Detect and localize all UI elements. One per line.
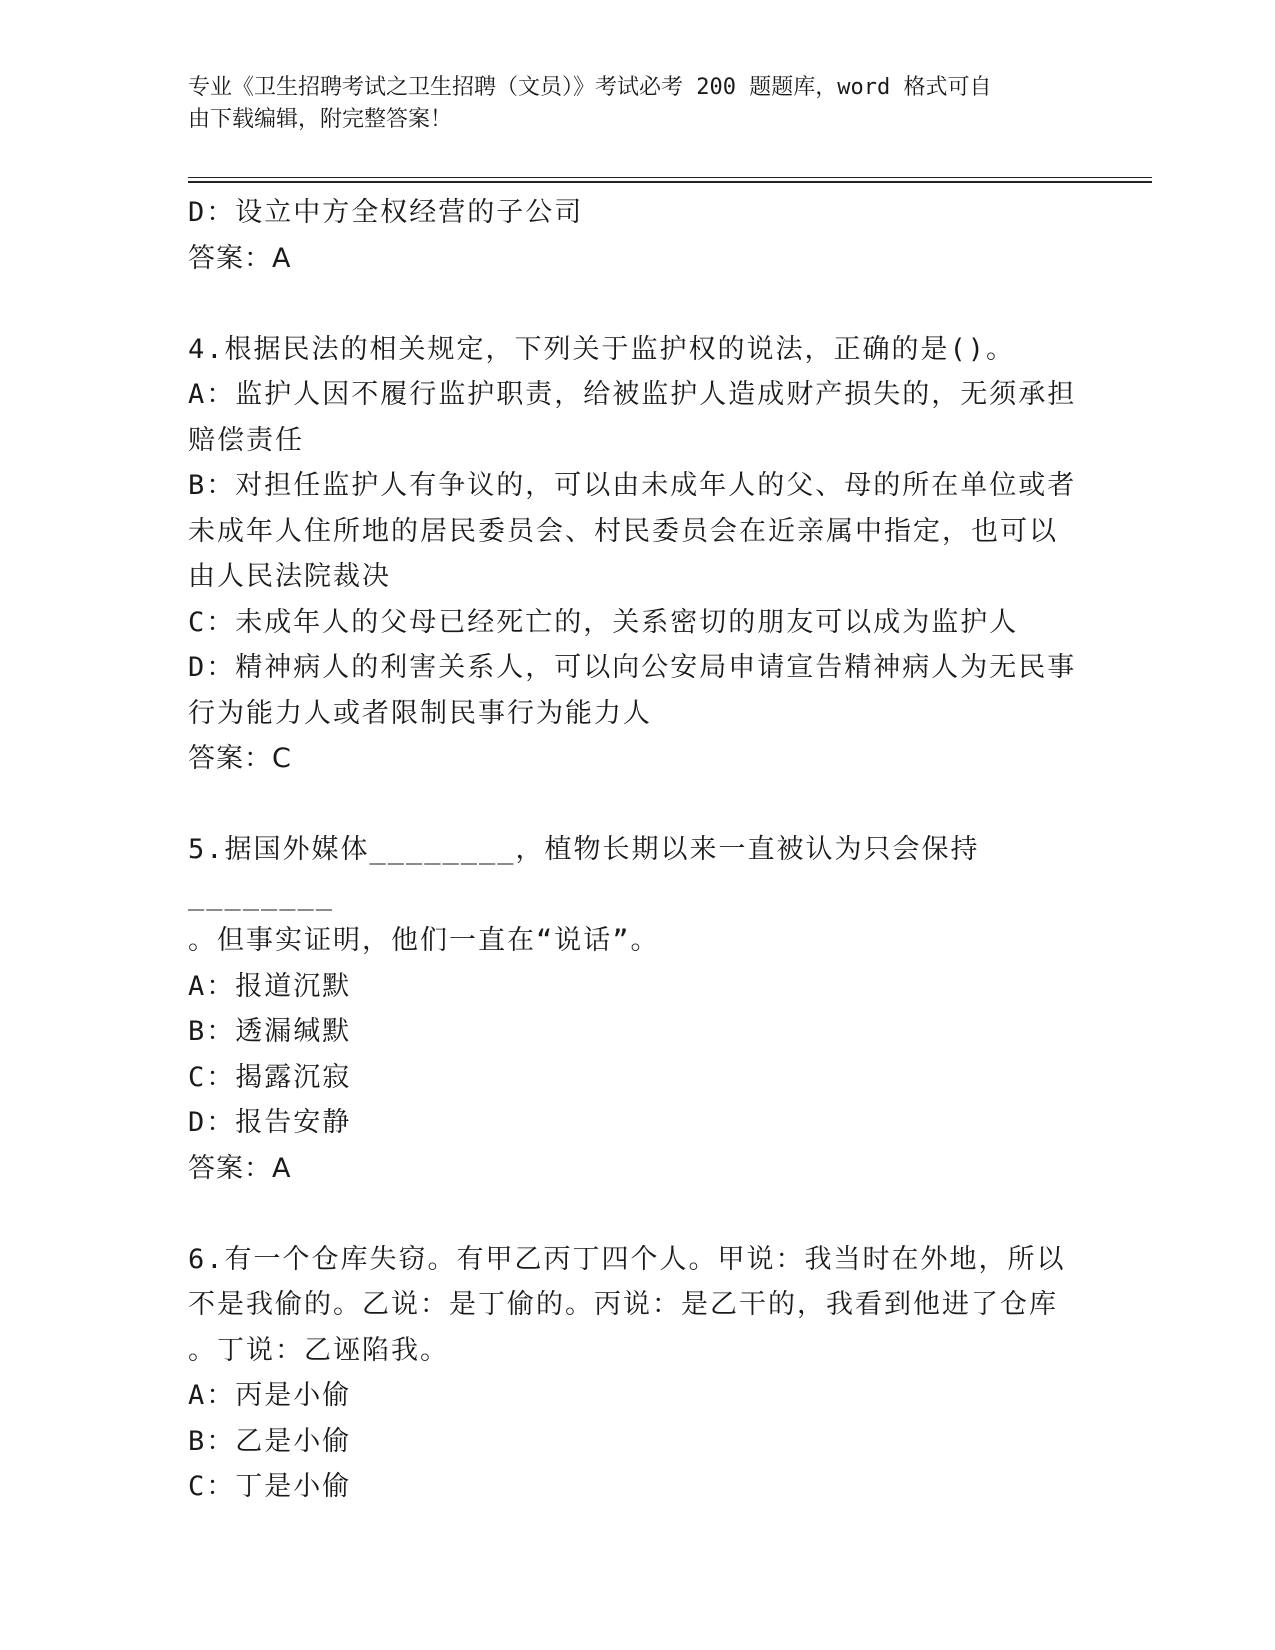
q5-stem-line-1: 5.据国外媒体________，植物长期以来一直被认为只会保持________ bbox=[188, 834, 980, 911]
q5-option-a: A：报道沉默 bbox=[188, 970, 352, 1002]
spacer bbox=[188, 782, 1088, 828]
q4-option-a-line-1: A：监护人因不履行监护职责，给被监护人造成财产损失的，无须承担 bbox=[188, 379, 1077, 410]
document-header bbox=[188, 72, 1068, 136]
q5-stem-line-2: 。但事实证明，他们一直在“说话”。 bbox=[188, 925, 660, 956]
header-line-1: 专业《卫生招聘考试之卫生招聘（文员）》考试必考 200 题题库，word 格式可自 bbox=[188, 75, 992, 100]
q4-option-b-line-1: B：对担任监护人有争议的，可以由未成年人的父、母的所在单位或者 bbox=[188, 470, 1077, 501]
prev-answer: 答案：A bbox=[188, 242, 292, 274]
header-divider-thin bbox=[188, 177, 1152, 178]
q6-stem-line-2: 不是我偷的。乙说：是丁偷的。丙说：是乙干的，我看到他进了仓库 bbox=[188, 1289, 1058, 1320]
header-line-2: 由下载编辑，附完整答案！ bbox=[188, 107, 453, 132]
q6-stem-line-3: 。丁说：乙诬陷我。 bbox=[188, 1334, 449, 1366]
q6-option-a: A：丙是小偷 bbox=[188, 1380, 352, 1411]
header-divider-thick bbox=[188, 181, 1152, 183]
q6-option-b: B：乙是小偷 bbox=[188, 1425, 352, 1457]
q5-option-c: C：揭露沉寂 bbox=[188, 1061, 352, 1093]
q6-stem-line-1: 6.有一个仓库失窃。有甲乙丙丁四个人。甲说：我当时在外地，所以 bbox=[188, 1243, 1066, 1275]
q5-option-b: B：透漏缄默 bbox=[188, 1016, 352, 1047]
q4-stem: 4.根据民法的相关规定，下列关于监护权的说法，正确的是()。 bbox=[188, 333, 1016, 365]
prev-option-d: D：设立中方全权经营的子公司 bbox=[188, 197, 584, 228]
q4-option-d-line-1: D：精神病人的利害关系人，可以向公安局申请宣告精神病人为无民事 bbox=[188, 652, 1077, 683]
spacer bbox=[188, 1191, 1088, 1237]
q4-option-c: C：未成年人的父母已经死亡的，关系密切的朋友可以成为监护人 bbox=[188, 606, 1019, 638]
q5-option-d: D：报告安静 bbox=[188, 1107, 352, 1138]
spacer bbox=[188, 281, 1088, 327]
q4-option-d-line-2: 行为能力人或者限制民事行为能力人 bbox=[188, 697, 652, 729]
q4-option-a-line-2: 赔偿责任 bbox=[188, 424, 304, 456]
q5-answer: 答案：A bbox=[188, 1152, 292, 1184]
document-body bbox=[188, 190, 1088, 1510]
q4-answer: 答案：C bbox=[188, 743, 292, 774]
q6-option-c: C：丁是小偷 bbox=[188, 1471, 352, 1502]
q4-option-b-line-2: 未成年人住所地的居民委员会、村民委员会在近亲属中指定，也可以 bbox=[188, 515, 1058, 547]
q4-option-b-line-3: 由人民法院裁决 bbox=[188, 561, 391, 592]
